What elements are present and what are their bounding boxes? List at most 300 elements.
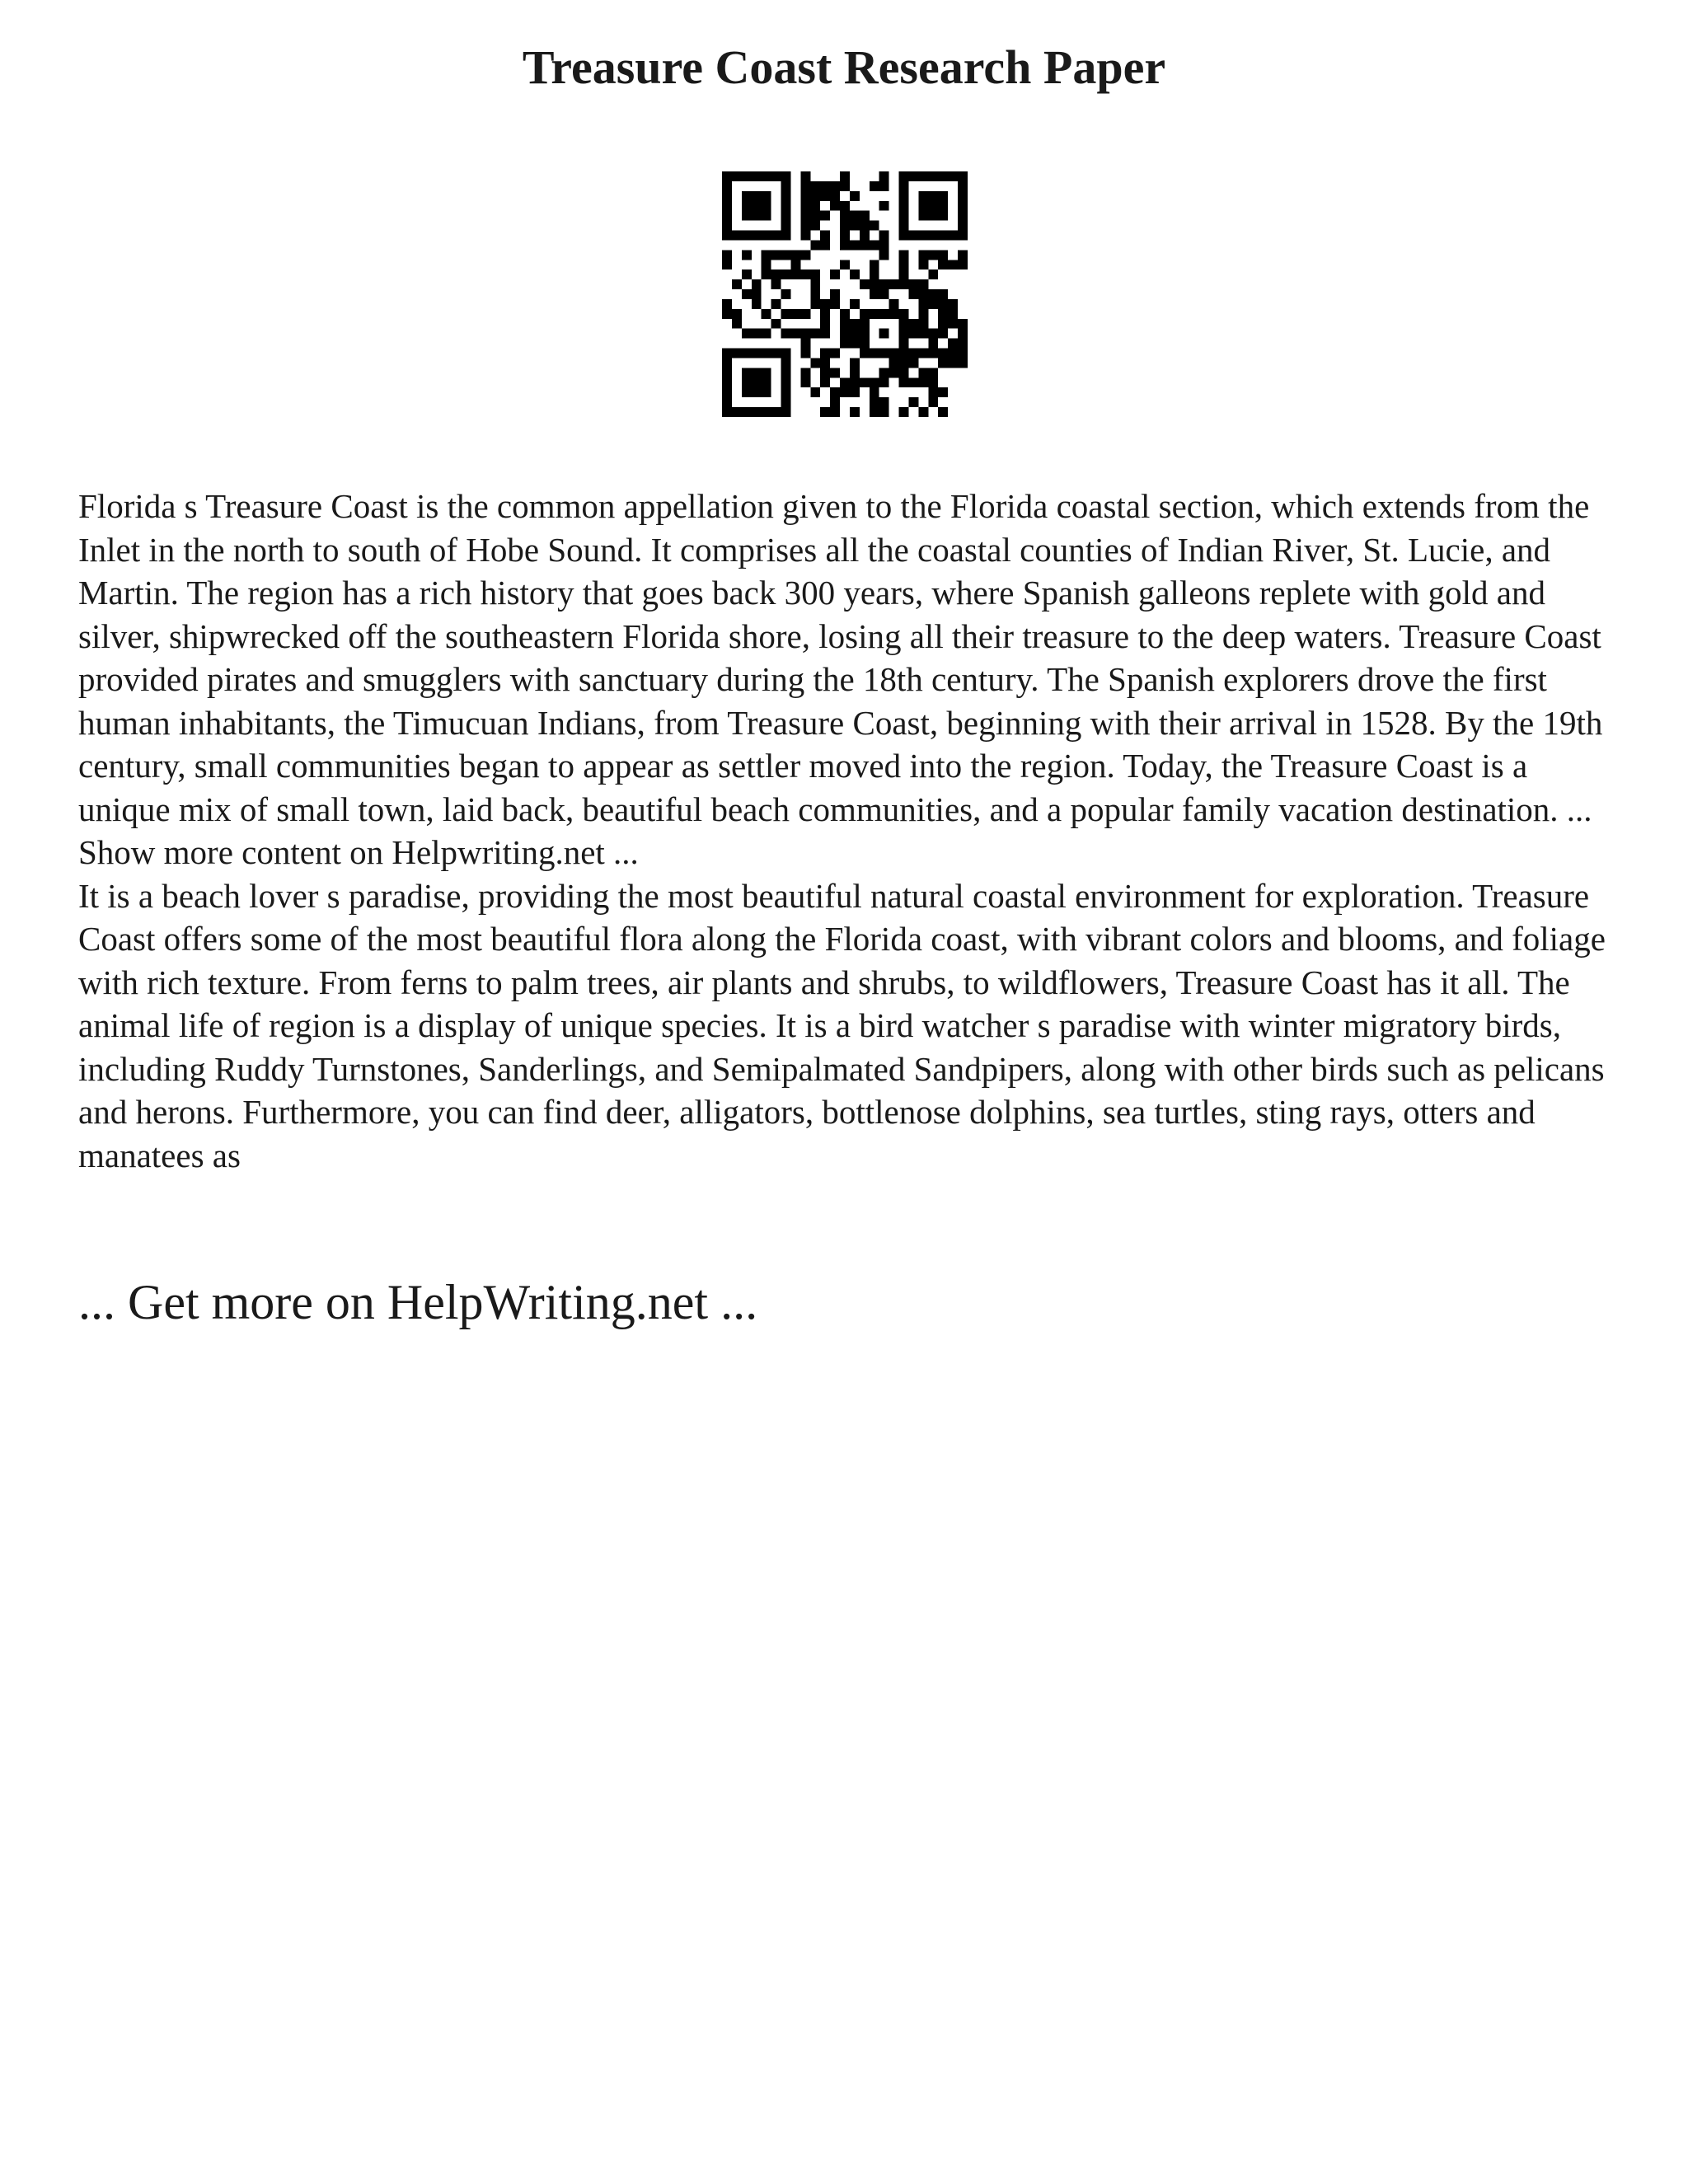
qr-module	[850, 329, 860, 339]
qr-module	[830, 397, 840, 407]
qr-module	[742, 269, 752, 279]
qr-module	[762, 171, 771, 181]
qr-code-icon	[722, 171, 968, 417]
qr-module	[938, 250, 948, 260]
qr-module	[870, 269, 879, 279]
qr-module	[762, 368, 771, 377]
qr-module	[899, 309, 909, 319]
qr-module	[860, 221, 870, 231]
qr-module	[752, 279, 762, 289]
qr-module	[928, 377, 938, 387]
qr-module	[948, 299, 958, 309]
qr-module	[810, 299, 820, 309]
qr-module	[840, 211, 850, 221]
qr-module	[800, 181, 810, 191]
qr-module	[722, 377, 732, 387]
qr-module	[790, 309, 800, 319]
qr-module	[752, 211, 762, 221]
qr-module	[762, 191, 771, 201]
qr-module	[771, 269, 781, 279]
qr-module	[830, 201, 840, 211]
qr-module	[928, 171, 938, 181]
qr-module	[860, 377, 870, 387]
qr-module	[899, 319, 909, 329]
qr-module	[860, 279, 870, 289]
qr-module	[820, 349, 830, 359]
qr-module	[840, 181, 850, 191]
qr-module	[840, 221, 850, 231]
qr-module	[762, 231, 771, 241]
qr-module	[722, 309, 732, 319]
qr-module	[918, 289, 928, 299]
qr-module	[742, 211, 752, 221]
qr-module	[820, 329, 830, 339]
qr-module	[879, 171, 889, 181]
qr-module	[870, 289, 879, 299]
qr-module	[889, 358, 899, 368]
qr-module	[752, 299, 762, 309]
qr-module	[899, 368, 909, 377]
qr-module	[800, 269, 810, 279]
qr-module	[918, 349, 928, 359]
qr-module	[958, 250, 968, 260]
qr-module	[899, 181, 909, 191]
qr-module	[899, 231, 909, 241]
qr-module	[820, 191, 830, 201]
qr-module	[742, 377, 752, 387]
qr-module	[850, 387, 860, 397]
qr-module	[899, 260, 909, 269]
qr-module	[781, 171, 791, 181]
qr-module	[938, 319, 948, 329]
qr-module	[870, 377, 879, 387]
qr-module	[732, 171, 742, 181]
get-more-link[interactable]: ... Get more on HelpWriting.net ...	[78, 1275, 758, 1329]
qr-module	[928, 299, 938, 309]
qr-module	[800, 191, 810, 201]
qr-module	[752, 368, 762, 377]
qr-module	[830, 191, 840, 201]
qr-module	[879, 279, 889, 289]
qr-module	[742, 250, 752, 260]
qr-module	[771, 171, 781, 181]
qr-module	[762, 349, 771, 359]
qr-module	[810, 201, 820, 211]
qr-module	[722, 349, 732, 359]
qr-module	[870, 349, 879, 359]
qr-module	[908, 231, 918, 241]
qr-module	[830, 349, 840, 359]
qr-module	[860, 329, 870, 339]
qr-module	[820, 377, 830, 387]
qr-module	[810, 279, 820, 289]
qr-module	[800, 339, 810, 349]
qr-module	[790, 260, 800, 269]
qr-module	[762, 269, 771, 279]
qr-module	[918, 250, 928, 260]
qr-module	[820, 407, 830, 417]
qr-module	[918, 368, 928, 377]
qr-module	[810, 221, 820, 231]
qr-module	[948, 349, 958, 359]
qr-module	[732, 349, 742, 359]
qr-module	[938, 231, 948, 241]
qr-module	[948, 358, 958, 368]
qr-module	[722, 171, 732, 181]
qr-module	[820, 231, 830, 241]
qr-module	[762, 250, 771, 260]
qr-module	[850, 191, 860, 201]
qr-module	[938, 299, 948, 309]
qr-module	[752, 387, 762, 397]
qr-module	[840, 377, 850, 387]
qr-module	[948, 171, 958, 181]
qr-module	[810, 329, 820, 339]
qr-module	[840, 309, 850, 319]
qr-module	[810, 387, 820, 397]
qr-module	[810, 181, 820, 191]
qr-module	[879, 329, 889, 339]
qr-module	[928, 397, 938, 407]
qr-module	[958, 339, 968, 349]
qr-module	[899, 269, 909, 279]
qr-module	[928, 231, 938, 241]
qr-module	[722, 397, 732, 407]
qr-module	[938, 211, 948, 221]
qr-module	[762, 201, 771, 211]
qr-module	[762, 260, 771, 269]
qr-module	[722, 358, 732, 368]
qr-module	[722, 211, 732, 221]
qr-module	[938, 201, 948, 211]
qr-module	[938, 289, 948, 299]
qr-module	[889, 299, 899, 309]
qr-module	[781, 358, 791, 368]
qr-module	[850, 211, 860, 221]
qr-module	[781, 231, 791, 241]
qr-module	[810, 191, 820, 201]
qr-module	[800, 329, 810, 339]
qr-module	[752, 329, 762, 339]
qr-module	[899, 407, 909, 417]
qr-module	[918, 171, 928, 181]
qr-module	[899, 171, 909, 181]
qr-module	[742, 407, 752, 417]
qr-module	[948, 319, 958, 329]
qr-module	[899, 279, 909, 289]
qr-module	[762, 309, 771, 319]
qr-module	[860, 211, 870, 221]
qr-module	[928, 250, 938, 260]
qr-module	[722, 201, 732, 211]
qr-module	[840, 231, 850, 241]
qr-module	[830, 407, 840, 417]
qr-module	[918, 191, 928, 201]
qr-module	[938, 358, 948, 368]
qr-module	[771, 231, 781, 241]
qr-module	[889, 349, 899, 359]
qr-module	[722, 260, 732, 269]
qr-module	[840, 329, 850, 339]
qr-module	[790, 250, 800, 260]
qr-module	[918, 279, 928, 289]
qr-module	[830, 269, 840, 279]
qr-module	[850, 358, 860, 368]
qr-module	[958, 231, 968, 241]
qr-module	[752, 231, 762, 241]
qr-module	[790, 329, 800, 339]
paragraph-2: It is a beach lover s paradise, providing the most beautiful natural coastal environment for exploration. Treasure Coast offers some of the most beautiful flora along the Florida coast, with vibrant colors and blooms, and foliage with rich texture. From ferns to palm trees, air plants and shrubs, to wildflowers, Treasure Coast has it all. The animal life of region is a display of unique species. It is a bird watcher s paradise with winter migratory birds, including Ruddy Turnstones, Sanderlings, and Semipalmated Sandpipers, along with other birds such as pelicans and herons. Furthermore, you can find deer, alligators, bottlenose dolphins, sea turtles, sting rays, otters and manatees as	[78, 876, 1606, 1174]
qr-module	[850, 221, 860, 231]
qr-module	[820, 309, 830, 319]
qr-module	[830, 387, 840, 397]
qr-module	[879, 309, 889, 319]
qr-module	[918, 377, 928, 387]
qr-module	[781, 289, 791, 299]
qr-module	[879, 407, 889, 417]
qr-module	[830, 368, 840, 377]
qr-module	[899, 377, 909, 387]
qr-module	[938, 260, 948, 269]
qr-module	[908, 289, 918, 299]
qr-module	[928, 269, 938, 279]
qr-module	[722, 221, 732, 231]
qr-module	[918, 299, 928, 309]
qr-module	[948, 231, 958, 241]
qr-module	[958, 181, 968, 191]
qr-module	[899, 221, 909, 231]
qr-module	[752, 201, 762, 211]
qr-module	[722, 368, 732, 377]
qr-module	[781, 269, 791, 279]
qr-module	[938, 387, 948, 397]
qr-module	[752, 171, 762, 181]
qr-module	[840, 260, 850, 269]
qr-module	[810, 289, 820, 299]
qr-module	[908, 377, 918, 387]
qr-module	[742, 201, 752, 211]
qr-module	[830, 299, 840, 309]
qr-module	[722, 387, 732, 397]
qr-module	[781, 387, 791, 397]
qr-module	[918, 309, 928, 319]
qr-module	[928, 201, 938, 211]
qr-module	[860, 309, 870, 319]
qr-module	[860, 240, 870, 250]
qr-module	[781, 181, 791, 191]
qr-module	[762, 407, 771, 417]
qr-module	[820, 358, 830, 368]
qr-module	[781, 329, 791, 339]
qr-module	[771, 299, 781, 309]
qr-module	[918, 329, 928, 339]
qr-module	[899, 250, 909, 260]
qr-module	[732, 279, 742, 289]
qr-module	[850, 269, 860, 279]
qr-module	[810, 269, 820, 279]
qr-module	[752, 349, 762, 359]
qr-module	[781, 407, 791, 417]
qr-module	[938, 349, 948, 359]
qr-module	[908, 397, 918, 407]
qr-module	[889, 309, 899, 319]
qr-module	[850, 407, 860, 417]
qr-module	[879, 289, 889, 299]
qr-module	[752, 407, 762, 417]
qr-module	[800, 250, 810, 260]
qr-module	[860, 231, 870, 241]
qr-module	[850, 368, 860, 377]
qr-module	[879, 368, 889, 377]
qr-module	[722, 181, 732, 191]
qr-module	[781, 368, 791, 377]
qr-module	[742, 289, 752, 299]
qr-module	[958, 260, 968, 269]
qr-module	[938, 329, 948, 339]
qr-module	[948, 260, 958, 269]
qr-module	[771, 250, 781, 260]
qr-module	[928, 191, 938, 201]
qr-module	[810, 211, 820, 221]
qr-module	[958, 329, 968, 339]
qr-module	[742, 368, 752, 377]
qr-module	[948, 339, 958, 349]
qr-module	[958, 221, 968, 231]
qr-module	[830, 181, 840, 191]
qr-module	[908, 171, 918, 181]
qr-module	[938, 191, 948, 201]
qr-module	[870, 407, 879, 417]
qr-module	[908, 279, 918, 289]
qr-module	[928, 339, 938, 349]
qr-module	[870, 260, 879, 269]
qr-module	[722, 250, 732, 260]
qr-module	[781, 397, 791, 407]
qr-module	[840, 171, 850, 181]
qr-module	[938, 309, 948, 319]
qr-module	[771, 279, 781, 289]
page-title: Treasure Coast Research Paper	[522, 40, 1166, 94]
qr-module	[958, 349, 968, 359]
qr-module	[860, 319, 870, 329]
qr-module	[781, 309, 791, 319]
paragraph-1: Florida s Treasure Coast is the common appellation given to the Florida coastal section, which extends from the Inlet in the north to south of Hobe Sound. It comprises all the coastal counties of Indian River, St. Lucie, and Martin. The region has a rich history that goes back 300 years, where Spanish galleons replete with gold and silver, shipwrecked off the southeastern Florida shore, losing all their treasure to the deep waters. Treasure Coast provided pirates and smugglers with sanctuary during the 18th century. The Spanish explorers drove the first human inhabitants, the Timucuan Indians, from Treasure Coast, beginning with their arrival in 1528. By the 19th century, small communities began to appear as settler moved into the region. Today, the Treasure Coast is a unique mix of small town, laid back, beautiful beach communities, and a popular family vacation destination. ... Show more content on Helpwriting.net ...	[78, 487, 1603, 871]
qr-module	[918, 211, 928, 221]
qr-module	[938, 407, 948, 417]
qr-module	[840, 201, 850, 211]
qr-module	[958, 211, 968, 221]
qr-module	[732, 309, 742, 319]
qr-module	[958, 201, 968, 211]
qr-module	[781, 250, 791, 260]
qr-module	[860, 349, 870, 359]
qr-module	[800, 309, 810, 319]
qr-module	[908, 349, 918, 359]
qr-module	[742, 231, 752, 241]
qr-module	[830, 289, 840, 299]
qr-module	[742, 171, 752, 181]
qr-module	[771, 407, 781, 417]
qr-module	[840, 387, 850, 397]
qr-module	[879, 397, 889, 407]
qr-module	[879, 250, 889, 260]
qr-module	[928, 211, 938, 221]
qr-module	[958, 358, 968, 368]
qr-module	[889, 279, 899, 289]
qr-module	[742, 387, 752, 397]
qr-module	[771, 349, 781, 359]
qr-module	[870, 181, 879, 191]
qr-module	[820, 368, 830, 377]
qr-module	[800, 231, 810, 241]
qr-module	[879, 377, 889, 387]
qr-module	[879, 181, 889, 191]
qr-module	[800, 377, 810, 387]
qr-module	[840, 240, 850, 250]
qr-module	[870, 240, 879, 250]
qr-module	[800, 171, 810, 181]
qr-module	[850, 339, 860, 349]
qr-module	[781, 191, 791, 201]
qr-module	[762, 329, 771, 339]
qr-module	[820, 211, 830, 221]
qr-module	[762, 387, 771, 397]
qr-module	[899, 191, 909, 201]
qr-module	[889, 368, 899, 377]
qr-module	[742, 191, 752, 201]
qr-module	[918, 201, 928, 211]
qr-module	[908, 329, 918, 339]
qr-module	[908, 358, 918, 368]
qr-module	[732, 319, 742, 329]
qr-module	[958, 191, 968, 201]
qr-module	[771, 319, 781, 329]
qr-module	[820, 240, 830, 250]
qr-module	[928, 349, 938, 359]
qr-module	[879, 349, 889, 359]
qr-module	[752, 289, 762, 299]
qr-module	[879, 201, 889, 211]
qr-module	[840, 339, 850, 349]
qr-module	[908, 319, 918, 329]
qr-module	[879, 231, 889, 241]
qr-module	[899, 329, 909, 339]
qr-module	[752, 377, 762, 387]
qr-module	[958, 319, 968, 329]
qr-module	[918, 260, 928, 269]
qr-module	[850, 319, 860, 329]
qr-module	[762, 377, 771, 387]
qr-module	[820, 299, 830, 309]
qr-module	[850, 240, 860, 250]
qr-module	[899, 358, 909, 368]
qr-module	[781, 201, 791, 211]
qr-module	[870, 397, 879, 407]
qr-module	[800, 211, 810, 221]
qr-module	[899, 349, 909, 359]
qr-module	[800, 221, 810, 231]
qr-module	[781, 221, 791, 231]
qr-module	[752, 191, 762, 201]
qr-module	[800, 368, 810, 377]
qr-module	[958, 171, 968, 181]
qr-module	[938, 171, 948, 181]
qr-module	[800, 201, 810, 211]
qr-module	[722, 191, 732, 201]
qr-module	[899, 211, 909, 221]
qr-module	[742, 349, 752, 359]
qr-module	[781, 377, 791, 387]
